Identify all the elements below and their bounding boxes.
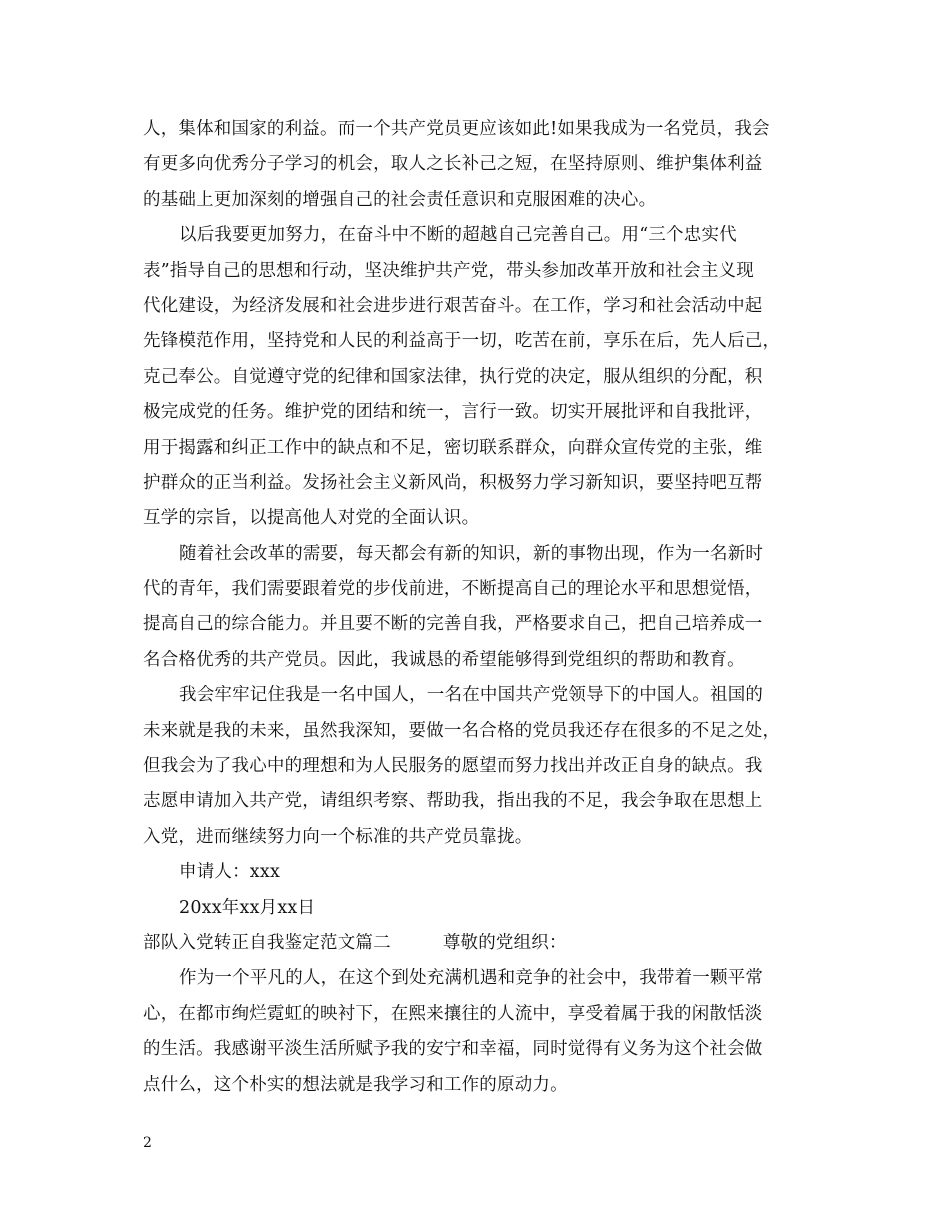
body-line: 护群众的正当利益。发扬社会主义新风尚，积极努力学习新知识，要坚持吧互帮 xyxy=(143,472,763,493)
salutation: 尊敬的党组织： xyxy=(442,932,567,953)
body-line: 先锋模范作用，坚持党和人民的利益高于一切，吃苦在前，享乐在后，先人后己， xyxy=(143,331,781,352)
body-line: 代化建设，为经济发展和社会进步进行艰苦奋斗。在工作，学习和社会活动中起 xyxy=(143,295,763,316)
body-line: 心，在都市绚烂霓虹的映衬下，在熙来攘往的人流中，享受着属于我的闲散恬淡 xyxy=(143,1003,763,1024)
body-line: 未来就是我的未来，虽然我深知，要做一名合格的党员我还存在很多的不足之处， xyxy=(143,720,781,741)
applicant-line: 申请人：xxx xyxy=(179,862,281,883)
body-line: 有更多向优秀分子学习的机会，取人之长补己之短，在坚持原则、维护集体利益 xyxy=(143,154,763,175)
section-title: 部队入党转正自我鉴定范文篇二 xyxy=(143,932,391,953)
body-line: 点什么，这个朴实的想法就是我学习和工作的原动力。 xyxy=(143,1074,568,1095)
body-line: 名合格优秀的共产党员。因此，我诚恳的希望能够得到党组织的帮助和教育。 xyxy=(143,649,745,670)
body-line: 代的青年，我们需要跟着党的步伐前进，不断提高自己的理论水平和思想觉悟， xyxy=(143,579,763,600)
document-body xyxy=(143,112,811,1103)
paragraph-start-line: 我会牢牢记住我是一名中国人，一名在中国共产党领导下的中国人。祖国的 xyxy=(179,685,764,706)
paragraph-start-line: 作为一个平凡的人，在这个到处充满机遇和竞争的社会中，我带着一颗平常 xyxy=(179,968,764,989)
body-line: 互学的宗旨，以提高他人对党的全面认识。 xyxy=(143,508,480,529)
body-line: 的基础上更加深刻的增强自己的社会责任意识和克服困难的决心。 xyxy=(143,189,657,210)
paragraph-start-line: 随着社会改革的需要，每天都会有新的知识，新的事物出现，作为一名新时 xyxy=(179,543,764,564)
body-line: 用于揭露和纠正工作中的缺点和不足，密切联系群众，向群众宣传党的主张，维 xyxy=(143,437,763,458)
body-line: 但我会为了我心中的理想和为人民服务的愿望而努力找出并改正自身的缺点。我 xyxy=(143,756,763,777)
body-line: 人，集体和国家的利益。而一个共产党员更应该如此!如果我成为一名党员，我会 xyxy=(143,119,770,139)
section-heading xyxy=(143,926,811,961)
body-line: 的生活。我感谢平淡生活所赋予我的安宁和幸福，同时觉得有义务为这个社会做 xyxy=(143,1039,763,1060)
paragraph-start-line: 以后我要更加努力，在奋斗中不断的超越自己完善自己。用“三个忠实代 xyxy=(179,225,737,246)
body-line: 极完成党的任务。维护党的团结和统一，言行一致。切实开展批评和自我批评， xyxy=(143,402,763,423)
body-line: 提高自己的综合能力。并且要不断的完善自我，严格要求自己，把自己培养成一 xyxy=(143,614,763,635)
body-line: 志愿申请加入共产党，请组织考察、帮助我，指出我的不足，我会争取在思想上 xyxy=(143,791,763,812)
date-line: 20xx年xx月xx日 xyxy=(179,897,316,918)
body-line: 入党，进而继续努力向一个标准的共产党员靠拢。 xyxy=(143,826,533,847)
page-number: 2 xyxy=(143,1135,152,1151)
body-line: 表”指导自己的思想和行动，坚决维护共产党，带头参加改革开放和社会主义现 xyxy=(143,260,754,281)
body-line: 克己奉公。自觉遵守党的纪律和国家法律，执行党的决定，服从组织的分配，积 xyxy=(143,366,763,387)
